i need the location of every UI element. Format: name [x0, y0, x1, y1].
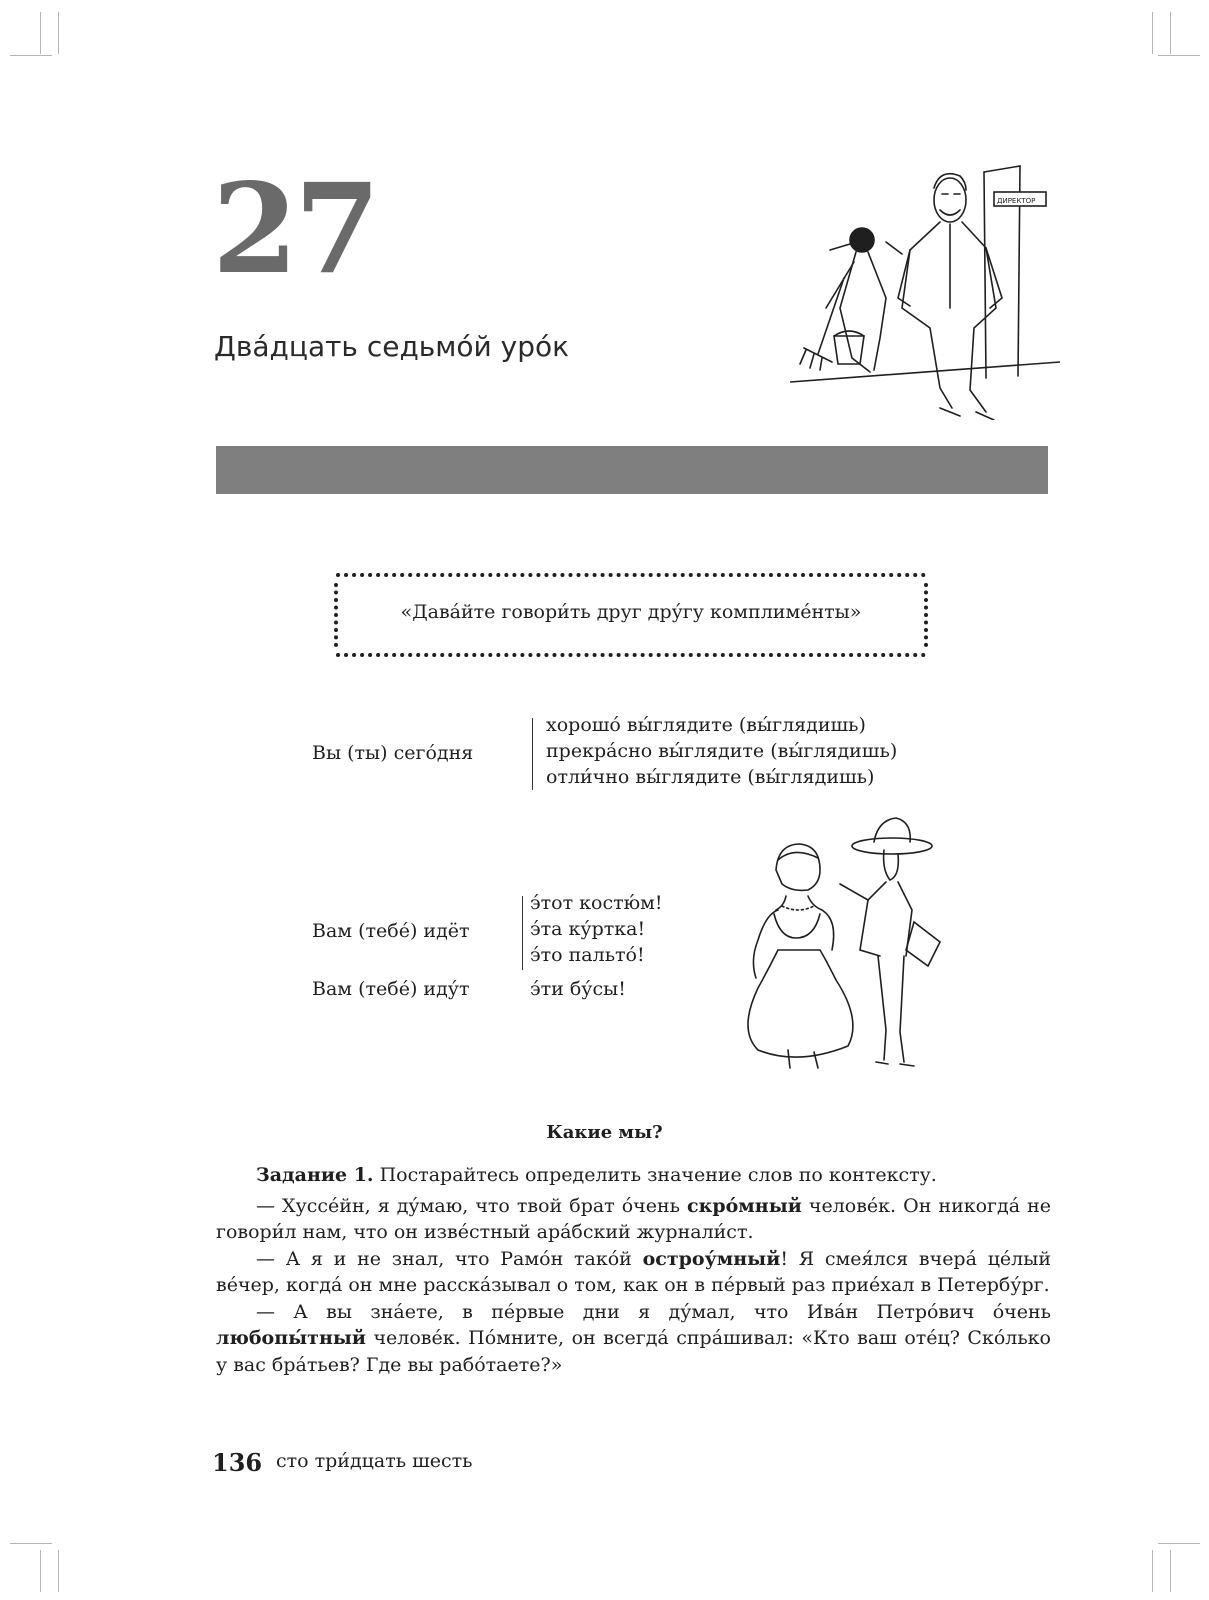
phrase-lead-suit-plural: Вам (тебе́) иду́т — [312, 978, 470, 1000]
two-women-illustration — [728, 810, 978, 1070]
phrase-option: э́тот костю́м! — [530, 892, 663, 914]
cleaner-and-director-illustration — [790, 158, 1060, 420]
page-number: 136 — [212, 1448, 263, 1477]
door-sign: ДИРЕКТОР — [997, 197, 1036, 205]
phrase-option: э́та ку́ртка! — [530, 918, 646, 940]
crop-mark — [1158, 55, 1200, 56]
paragraph-text: — А вы зна́ете, в пе́рвые дни я ду́мал, что Ива́н Петро́вич о́чень — [256, 1300, 1051, 1323]
task-text-block — [216, 1162, 1051, 1378]
crop-mark — [1158, 1543, 1200, 1544]
crop-mark — [58, 1550, 59, 1592]
page-number-words: сто три́дцать шесть — [276, 1450, 473, 1472]
task-instruction-text: Постарайтесь определить значение слов по контексту. — [373, 1164, 937, 1186]
phrase-option: э́то пальто́! — [530, 944, 645, 966]
phrase-option: прекра́сно вы́глядите (вы́глядишь) — [546, 740, 898, 762]
bracket-line — [532, 718, 533, 790]
crop-mark — [1152, 12, 1153, 54]
paragraph-text: — Хуссе́йн, я ду́маю, что твой брат о́чень — [256, 1194, 688, 1217]
paragraph-text: — А я и не знал, что Рамо́н тако́й — [256, 1247, 643, 1270]
phrase-lead-today: Вы (ты) сего́дня — [312, 742, 474, 764]
key-word: любопы́тный — [216, 1327, 366, 1349]
crop-mark — [40, 12, 41, 54]
section-heading: Какие мы? — [546, 1122, 663, 1143]
crop-mark — [58, 12, 59, 54]
section-divider-bar — [216, 446, 1048, 494]
crop-mark — [1152, 1550, 1153, 1592]
task-instruction — [216, 1162, 1051, 1189]
crop-mark — [10, 1543, 52, 1544]
dialogue-paragraph — [216, 1246, 1051, 1299]
phrase-lead-suits: Вам (тебе́) идёт — [312, 920, 470, 942]
motto-text: «Дава́йте говори́ть друг дру́гу комплиме́нты» — [400, 601, 862, 623]
lesson-title: Два́дцать седьмо́й уро́к — [214, 330, 570, 363]
key-word: остроу́мный — [642, 1247, 781, 1270]
phrase-option: хорошо́ вы́глядите (вы́глядишь) — [546, 714, 866, 736]
dialogue-paragraph — [216, 1299, 1051, 1379]
dialogue-paragraph — [216, 1193, 1051, 1246]
lesson-number: 27 — [212, 157, 377, 302]
bracket-line — [522, 896, 523, 970]
phrase-option: отли́чно вы́глядите (вы́глядишь) — [546, 766, 875, 788]
paragraph-text: челове́к. Он никогда́ не говори́л нам, что он изве́стный ара́бский журнали́ст. — [216, 1194, 1051, 1243]
task-label: Задание 1. — [256, 1164, 374, 1186]
paragraph-text: ! Я смея́лся вчера́ це́лый ве́чер, когда́ он мне расска́зывал о том, как он в пе́рвый раз прие́хал в Петербу́рг. — [216, 1247, 1052, 1296]
crop-mark — [1170, 1550, 1171, 1592]
key-word: скро́мный — [687, 1194, 802, 1217]
paragraph-text: челове́к. По́мните, он всегда́ спра́шивал: «Кто ваш оте́ц? Ско́лько у вас бра́тьев? Где вы рабо́таете?» — [216, 1327, 1051, 1376]
crop-mark — [10, 55, 52, 56]
phrase-option: э́ти бу́сы! — [530, 978, 626, 1000]
motto-frame — [336, 573, 926, 657]
crop-mark — [40, 1550, 41, 1592]
crop-mark — [1170, 12, 1171, 54]
